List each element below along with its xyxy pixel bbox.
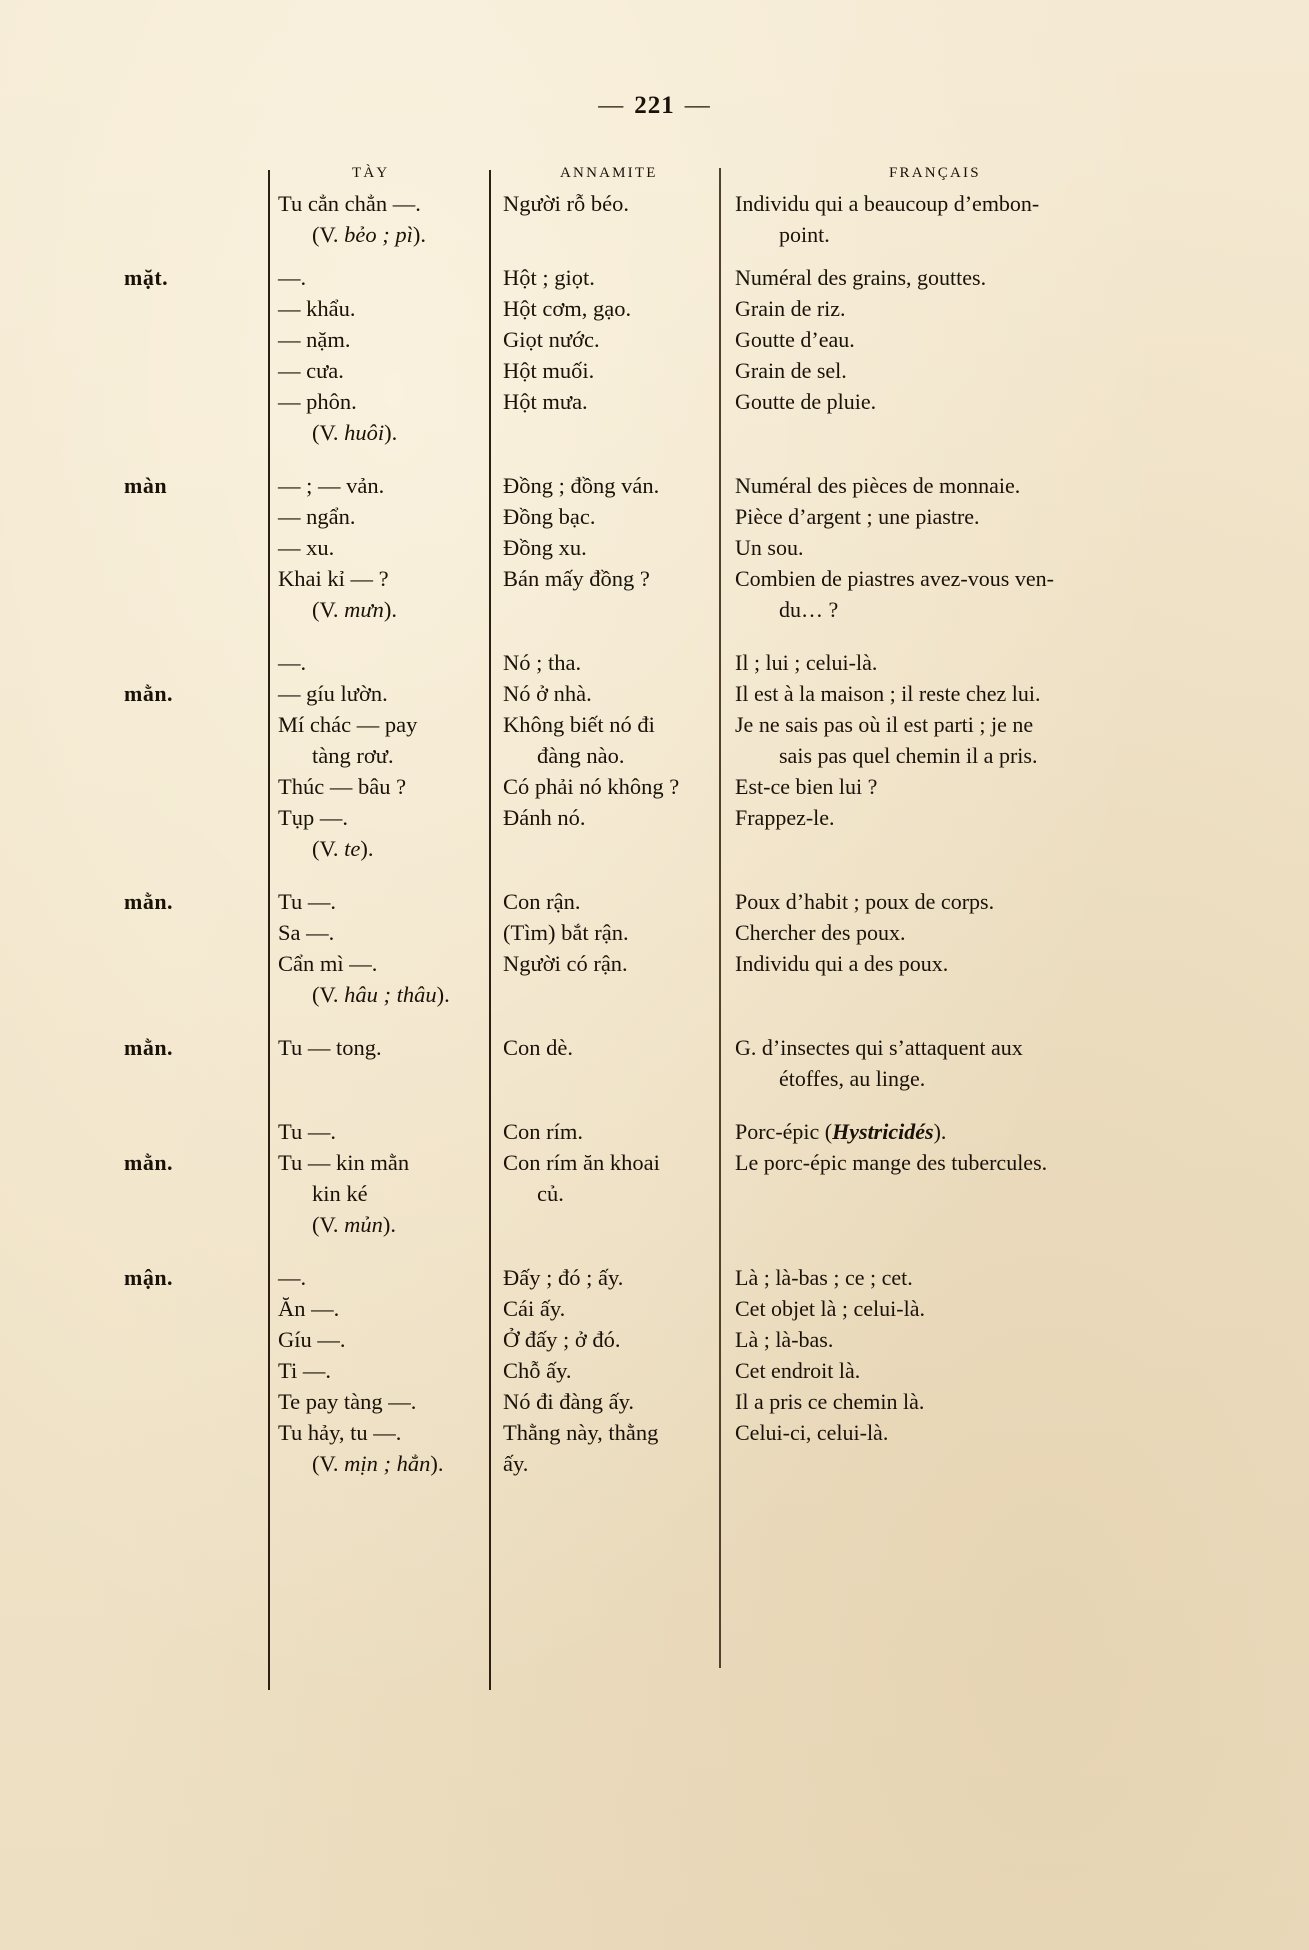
annamite-line	[503, 1209, 719, 1240]
tay-line: kin ké	[312, 1181, 368, 1206]
annamite-line: (Tìm) bắt rận.	[503, 920, 629, 945]
francais-line: Grain de sel.	[735, 358, 847, 383]
francais-line	[735, 1448, 1309, 1479]
francais-line: Il a pris ce chemin là.	[735, 1389, 925, 1414]
headword-text: mằn.	[124, 889, 174, 914]
tay-line: — xu.	[278, 535, 335, 560]
francais-line: Je ne sais pas où il est parti ; je ne	[735, 712, 1034, 737]
francais-line: Là ; là-bas ; ce ; cet.	[735, 1265, 913, 1290]
entry-tay-column	[268, 647, 489, 864]
entry-headword	[0, 1032, 268, 1094]
entry-tay-column	[268, 1262, 489, 1479]
tay-line: Tu —.	[278, 889, 336, 914]
entry-tay-column	[268, 470, 489, 625]
entry-tay-column	[268, 886, 489, 1010]
francais-line: Goutte de pluie.	[735, 389, 877, 414]
entry-tay-column	[268, 1116, 489, 1240]
tay-line: (V. hâu ; thâu).	[312, 982, 450, 1007]
francais-line: Il ; lui ; celui-là.	[735, 650, 878, 675]
annamite-line: Con dè.	[503, 1035, 573, 1060]
headword-text: màn	[124, 473, 168, 498]
tay-line: Ăn —.	[278, 1296, 340, 1321]
francais-line	[735, 1209, 1309, 1240]
annamite-line	[503, 417, 719, 448]
annamite-line: ấy.	[503, 1451, 529, 1476]
annamite-line: Hột muối.	[503, 358, 595, 383]
francais-line: Frappez-le.	[735, 805, 835, 830]
headword-text: mặt.	[124, 265, 169, 290]
tay-line: (V. te).	[312, 836, 374, 861]
page-number	[0, 92, 1309, 120]
annamite-line: Nó đi đàng ấy.	[503, 1389, 635, 1414]
entry-columns	[0, 1116, 1309, 1240]
annamite-line: Thằng này, thằng	[503, 1420, 659, 1445]
entry-annamite-column	[489, 886, 719, 1010]
annamite-line: Chỗ ấy.	[503, 1358, 572, 1383]
headword-text: mằn.	[124, 681, 174, 706]
entry-headword	[0, 188, 268, 250]
entries-container	[0, 188, 1309, 1501]
headword-text: mận.	[124, 1265, 174, 1290]
tay-line: —.	[278, 1265, 307, 1290]
entry-annamite-column	[489, 1032, 719, 1094]
headword-text: mằn.	[124, 1150, 174, 1175]
entry-tay-column	[268, 1032, 489, 1094]
annamite-line: Giọt nước.	[503, 327, 600, 352]
tay-line: Khai kỉ — ?	[278, 566, 389, 591]
annamite-line	[503, 219, 719, 250]
francais-line: Combien de piastres avez-vous ven-	[735, 566, 1054, 591]
annamite-line: Nó ; tha.	[503, 650, 582, 675]
entry-columns	[0, 470, 1309, 625]
entry-francais-column	[719, 1262, 1309, 1479]
francais-line: Goutte d’eau.	[735, 327, 855, 352]
entry-spacer	[0, 625, 1309, 647]
entry-columns	[0, 1032, 1309, 1094]
page-number-value: 221	[634, 92, 675, 119]
tay-line: Ti —.	[278, 1358, 331, 1383]
entry-spacer	[0, 1240, 1309, 1262]
headword-text: mằn.	[124, 1035, 174, 1060]
francais-line: Un sou.	[735, 535, 804, 560]
tay-line: Mí chác — pay	[278, 712, 418, 737]
annamite-line: củ.	[537, 1181, 564, 1206]
dictionary-entry	[0, 188, 1309, 250]
francais-line: Là ; là-bas.	[735, 1327, 834, 1352]
francais-line: étoffes, au linge.	[779, 1066, 926, 1091]
entry-headword	[0, 262, 268, 448]
annamite-line: Hột cơm, gạo.	[503, 296, 632, 321]
annamite-line	[503, 594, 719, 625]
column-header-tay: TÀY	[352, 165, 390, 181]
entry-headword	[0, 1116, 268, 1240]
annamite-line: Đồng bạc.	[503, 504, 596, 529]
francais-line: Chercher des poux.	[735, 920, 906, 945]
column-header-annamite: ANNAMITE	[560, 165, 658, 181]
tay-line: tàng rơư.	[312, 743, 394, 768]
annamite-line	[503, 833, 719, 864]
francais-line: Celui-ci, celui-là.	[735, 1420, 889, 1445]
francais-line: Pièce d’argent ; une piastre.	[735, 504, 980, 529]
tay-line: — cưa.	[278, 358, 344, 383]
column-headers	[0, 165, 1309, 187]
tay-line: —.	[278, 265, 307, 290]
dictionary-entry	[0, 647, 1309, 864]
entry-annamite-column	[489, 188, 719, 250]
annamite-line: Người có rận.	[503, 951, 628, 976]
dictionary-entry	[0, 886, 1309, 1010]
francais-line: Individu qui a des poux.	[735, 951, 949, 976]
tay-line: —.	[278, 650, 307, 675]
francais-line: Poux d’habit ; poux de corps.	[735, 889, 995, 914]
entry-tay-column	[268, 262, 489, 448]
tay-line: Thúc — bâu ?	[278, 774, 407, 799]
annamite-line: Đồng xu.	[503, 535, 587, 560]
annamite-line: Có phải nó không ?	[503, 774, 680, 799]
entry-francais-column	[719, 188, 1309, 250]
entry-francais-column	[719, 1032, 1309, 1094]
entry-spacer	[0, 864, 1309, 886]
francais-line: Porc-épic (Hystricidés).	[735, 1119, 947, 1144]
francais-line: Numéral des grains, gouttes.	[735, 265, 987, 290]
annamite-line: Người rỗ béo.	[503, 191, 629, 216]
tay-line: Te pay tàng —.	[278, 1389, 417, 1414]
entry-headword	[0, 647, 268, 864]
francais-line: Le porc-épic mange des tubercules.	[735, 1150, 1048, 1175]
dictionary-entry	[0, 1032, 1309, 1094]
entry-annamite-column	[489, 647, 719, 864]
tay-line: Tụp —.	[278, 805, 348, 830]
annamite-line: Con rím ăn khoai	[503, 1150, 660, 1175]
annamite-line: Đánh nó.	[503, 805, 586, 830]
francais-line: point.	[779, 222, 830, 247]
page-number-dash-right: —	[684, 92, 711, 119]
annamite-line	[503, 1063, 719, 1094]
tay-line: (V. mủn).	[312, 1212, 396, 1237]
annamite-line: Không biết nó đi	[503, 712, 655, 737]
annamite-line: Bán mấy đồng ?	[503, 566, 650, 591]
tay-line: — nặm.	[278, 327, 351, 352]
francais-line: Il est à la maison ; il reste chez lui.	[735, 681, 1041, 706]
tay-line: Tu hảy, tu —.	[278, 1420, 402, 1445]
annamite-line: Nó ở nhà.	[503, 681, 592, 706]
tay-line: Gíu —.	[278, 1327, 346, 1352]
entry-spacer	[0, 1094, 1309, 1116]
annamite-line: Hột mưa.	[503, 389, 588, 414]
tay-line: (V. bẻo ; pì).	[312, 222, 426, 247]
entry-headword	[0, 470, 268, 625]
entry-spacer	[0, 250, 1309, 262]
tay-line: Tu cẳn chẳn —.	[278, 191, 421, 216]
tay-line: (V. mịn ; hẳn).	[312, 1451, 444, 1476]
francais-line	[735, 1178, 1309, 1209]
annamite-line: Hột ; giọt.	[503, 265, 595, 290]
entry-annamite-column	[489, 1262, 719, 1479]
annamite-line	[503, 979, 719, 1010]
annamite-line: Đồng ; đồng ván.	[503, 473, 660, 498]
francais-line	[735, 417, 1309, 448]
tay-line: — ngẩn.	[278, 504, 356, 529]
entry-columns	[0, 886, 1309, 1010]
francais-line: sais pas quel chemin il a pris.	[779, 743, 1038, 768]
entry-francais-column	[719, 470, 1309, 625]
francais-line: Individu qui a beaucoup d’embon-	[735, 191, 1040, 216]
annamite-line: Ở đấy ; ở đó.	[503, 1327, 621, 1352]
tay-line: Tu — kin mằn	[278, 1150, 410, 1175]
tay-line: — khẩu.	[278, 296, 356, 321]
francais-line: Grain de riz.	[735, 296, 846, 321]
francais-line: Numéral des pièces de monnaie.	[735, 473, 1021, 498]
francais-line	[735, 833, 1309, 864]
francais-line	[735, 979, 1309, 1010]
tay-line: Tu — tong.	[278, 1035, 382, 1060]
tay-line: Tu —.	[278, 1119, 336, 1144]
tay-line: — phôn.	[278, 389, 357, 414]
entry-headword	[0, 1262, 268, 1479]
entry-francais-column	[719, 647, 1309, 864]
francais-line: du… ?	[779, 597, 839, 622]
entry-francais-column	[719, 1116, 1309, 1240]
entry-spacer	[0, 448, 1309, 470]
tay-line: Sa —.	[278, 920, 335, 945]
entry-francais-column	[719, 262, 1309, 448]
dictionary-entry	[0, 1116, 1309, 1240]
annamite-line: Cái ấy.	[503, 1296, 566, 1321]
entry-annamite-column	[489, 262, 719, 448]
entry-headword	[0, 886, 268, 1010]
annamite-line: đàng nào.	[537, 743, 625, 768]
tay-line: (V. mưn).	[312, 597, 397, 622]
entry-spacer	[0, 1010, 1309, 1032]
entry-francais-column	[719, 886, 1309, 1010]
entry-columns	[0, 1262, 1309, 1479]
dictionary-entry	[0, 1262, 1309, 1479]
entry-columns	[0, 262, 1309, 448]
francais-line: G. d’insectes qui s’attaquent aux	[735, 1035, 1023, 1060]
entry-columns	[0, 188, 1309, 250]
column-header-francais: FRANÇAIS	[889, 165, 981, 181]
francais-line: Est-ce bien lui ?	[735, 774, 878, 799]
tay-line: — ; — vản.	[278, 473, 385, 498]
entry-spacer	[0, 1479, 1309, 1501]
tay-line: (V. huôi).	[312, 420, 398, 445]
annamite-line: Đấy ; đó ; ấy.	[503, 1265, 624, 1290]
entry-tay-column	[268, 188, 489, 250]
dictionary-entry	[0, 262, 1309, 448]
tay-line	[278, 1063, 489, 1094]
page-number-dash-left: —	[598, 92, 625, 119]
tay-line: — gíu lườn.	[278, 681, 388, 706]
annamite-line: Con rận.	[503, 889, 581, 914]
entry-annamite-column	[489, 1116, 719, 1240]
dictionary-entry	[0, 470, 1309, 625]
francais-line: Cet objet là ; celui-là.	[735, 1296, 925, 1321]
francais-line: Cet endroit là.	[735, 1358, 861, 1383]
entry-columns	[0, 647, 1309, 864]
tay-line: Cẩn mì —.	[278, 951, 378, 976]
entry-annamite-column	[489, 470, 719, 625]
annamite-line: Con rím.	[503, 1119, 584, 1144]
headword-text	[124, 188, 268, 219]
